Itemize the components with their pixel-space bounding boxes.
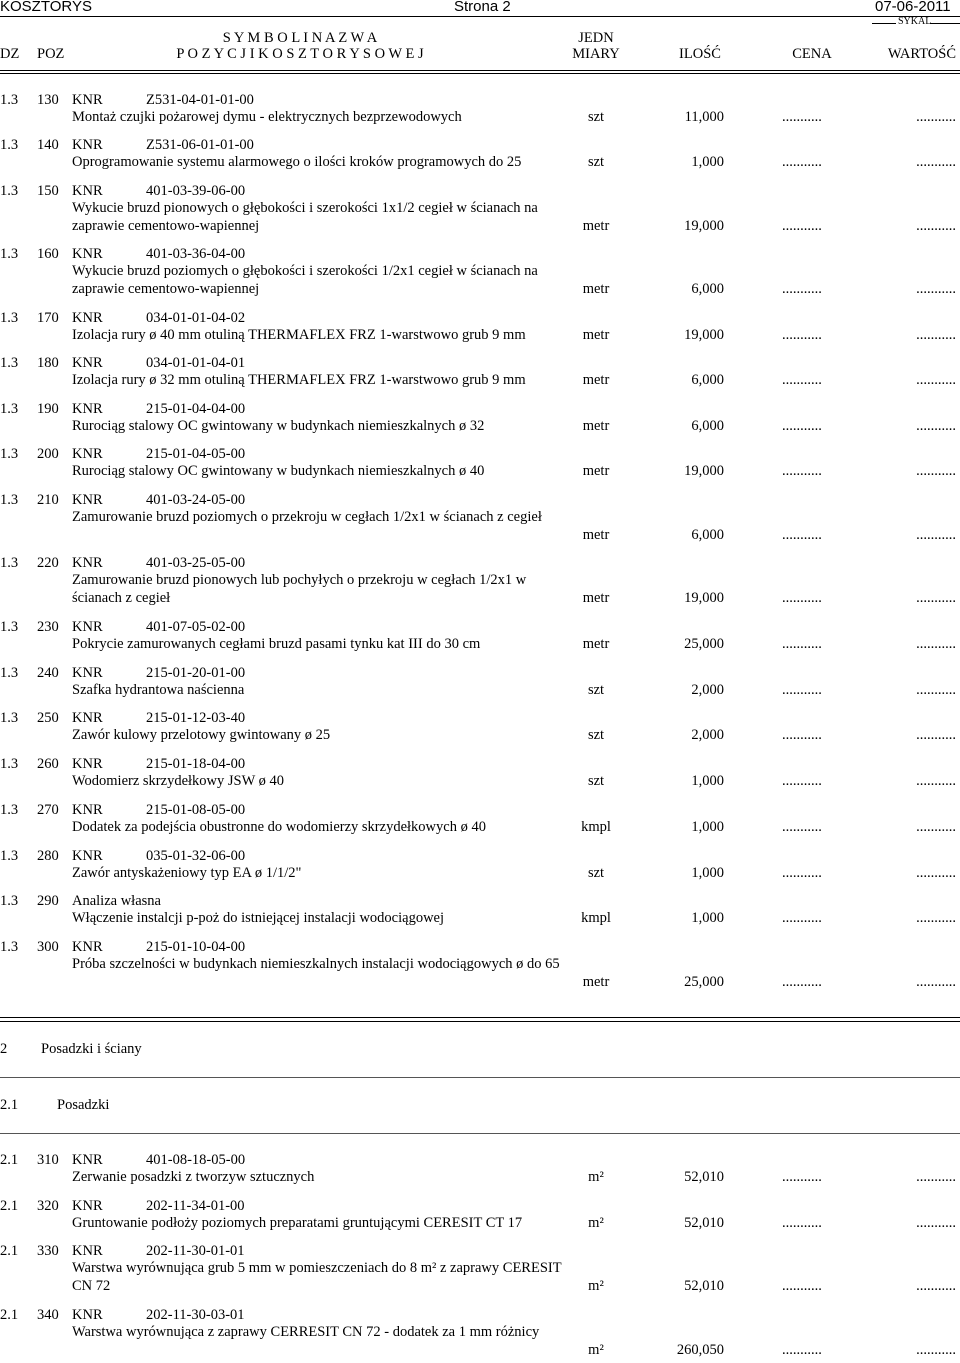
item-source: KNR [72, 246, 103, 262]
item-dz: 1.3 [0, 310, 19, 326]
item-code: 202-11-30-01-01 [146, 1243, 245, 1259]
item-unit: szt [587, 773, 605, 789]
item-unit: metr [582, 418, 610, 434]
item-poz: 220 [37, 555, 59, 571]
item-price: ........... [782, 463, 822, 479]
item-description: Warstwa wyrównująca z zaprawy CERRESIT CN 72 - dodatek za 1 mm różnicy [72, 1324, 540, 1340]
col-header-wartosc: WARTOŚĆ [887, 46, 956, 62]
item-dz: 1.3 [0, 401, 19, 417]
subsection-rule [0, 1133, 960, 1134]
item-dz: 2.1 [0, 1243, 19, 1259]
item-poz: 210 [37, 492, 59, 508]
item-description: Dodatek za podejścia obustronne do wodomierzy skrzydełkowych ø 40 [72, 819, 486, 835]
item-quantity: 6,000 [691, 526, 724, 543]
item-quantity: 19,000 [684, 217, 724, 234]
header-rule-1 [0, 70, 960, 71]
item-quantity: 6,000 [691, 280, 724, 297]
item-value: ........... [916, 589, 956, 606]
item-price: ........... [782, 1341, 822, 1358]
item-dz: 1.3 [0, 246, 19, 262]
item-description: Wodomierz skrzydełkowy JSW ø 40 [72, 773, 285, 789]
item-poz: 150 [37, 183, 59, 199]
item-unit: metr [582, 327, 610, 343]
item-poz: 180 [37, 355, 59, 371]
item-poz: 200 [37, 446, 59, 462]
item-unit: metr [582, 217, 610, 234]
item-price: ........... [782, 327, 822, 343]
item-quantity: 19,000 [684, 327, 724, 343]
item-unit: szt [587, 865, 605, 881]
col-header-miary: MIARY [572, 46, 620, 62]
col-header-nazwa: P O Z Y C J I K O S Z T O R Y S O W E J [176, 46, 424, 62]
item-description: Zamurowanie bruzd pionowych lub pochyłych o przekroju w cegłach 1/2x1 w ścianach z cegieł [72, 572, 527, 606]
item-dz: 2.1 [0, 1198, 19, 1214]
item-code: 215-01-12-03-40 [146, 710, 246, 726]
item-quantity: 11,000 [684, 109, 724, 125]
item-price: ........... [782, 109, 822, 125]
item-source: KNR [72, 665, 103, 681]
item-source: Analiza własna [72, 893, 161, 909]
item-unit: metr [582, 463, 610, 479]
item-source: KNR [72, 848, 103, 864]
item-description: Zawór kulowy przelotowy gwintowany ø 25 [72, 727, 331, 743]
item-code: 215-01-04-04-00 [146, 401, 246, 417]
item-poz: 190 [37, 401, 59, 417]
item-code: Z531-06-01-01-00 [146, 137, 254, 153]
item-source: KNR [72, 1198, 103, 1214]
item-price: ........... [782, 973, 822, 990]
item-dz: 1.3 [0, 893, 19, 909]
item-poz: 170 [37, 310, 59, 326]
item-source: KNR [72, 401, 103, 417]
sykal-line-left [872, 23, 896, 24]
item-source: KNR [72, 710, 103, 726]
item-price: ........... [782, 526, 822, 543]
item-dz: 1.3 [0, 665, 19, 681]
section-rule-3 [0, 1077, 960, 1078]
item-description: Wykucie bruzd pionowych o głębokości i szerokości 1x1/2 cegieł w ścianach na zaprawie cementowo-wapiennej [72, 200, 538, 234]
item-dz: 1.3 [0, 939, 19, 955]
item-quantity: 1,000 [691, 865, 724, 881]
item-quantity: 1,000 [691, 819, 724, 835]
item-value: ........... [916, 418, 956, 434]
col-header-dz: DZ [0, 46, 20, 62]
item-unit: kmpl [581, 910, 611, 926]
col-header-symbol: S Y M B O L I N A Z W A [222, 30, 378, 46]
item-quantity: 6,000 [691, 372, 724, 388]
item-unit: szt [587, 154, 605, 170]
item-price: ........... [782, 819, 822, 835]
item-poz: 130 [37, 92, 59, 108]
col-header-jedn: JEDN [578, 30, 614, 46]
item-unit: metr [582, 280, 610, 297]
item-value: ........... [916, 526, 956, 543]
item-unit: szt [587, 682, 605, 698]
item-price: ........... [782, 1169, 822, 1185]
page-number: Strona 2 [454, 0, 511, 15]
item-code: 215-01-18-04-00 [146, 756, 246, 772]
item-description: Wykucie bruzd poziomych o głębokości i szerokości 1/2x1 cegieł w ścianach na zaprawie cementowo-wapiennej [72, 263, 538, 297]
item-code: 215-01-08-05-00 [146, 802, 246, 818]
item-source: KNR [72, 802, 103, 818]
item-poz: 250 [37, 710, 59, 726]
item-value: ........... [916, 682, 956, 698]
section-title: Posadzki i ściany [41, 1041, 142, 1057]
item-description: Montaż czujki pożarowej dymu - elektrycznych bezprzewodowych [72, 109, 462, 125]
item-code: 034-01-01-04-02 [146, 310, 246, 326]
item-dz: 2.1 [0, 1152, 19, 1168]
item-code: 035-01-32-06-00 [146, 848, 246, 864]
item-poz: 240 [37, 665, 59, 681]
item-quantity: 1,000 [691, 773, 724, 789]
item-price: ........... [782, 418, 822, 434]
item-source: KNR [72, 355, 103, 371]
item-value: ........... [916, 973, 956, 990]
item-unit: metr [582, 973, 610, 990]
item-code: 401-07-05-02-00 [146, 619, 246, 635]
item-source: KNR [72, 1307, 103, 1323]
item-price: ........... [782, 217, 822, 234]
item-code: 034-01-01-04-01 [146, 355, 246, 371]
item-price: ........... [782, 727, 822, 743]
item-source: KNR [72, 939, 103, 955]
item-poz: 140 [37, 137, 59, 153]
item-price: ........... [782, 865, 822, 881]
item-description: Rurociąg stalowy OC gwintowany w budynkach niemieszkalnych ø 40 [72, 463, 485, 479]
col-header-poz: POZ [37, 46, 65, 62]
item-description: Pokrycie zamurowanych cegłami bruzd pasami tynku kat III do 30 cm [72, 636, 481, 652]
item-price: ........... [782, 154, 822, 170]
item-source: KNR [72, 756, 103, 772]
item-quantity: 260,050 [676, 1341, 724, 1358]
item-poz: 290 [37, 893, 59, 909]
item-code: 215-01-10-04-00 [146, 939, 246, 955]
item-quantity: 52,010 [684, 1215, 724, 1231]
item-unit: metr [582, 589, 610, 606]
item-value: ........... [916, 217, 956, 234]
item-poz: 260 [37, 756, 59, 772]
item-value: ........... [916, 1341, 956, 1358]
item-code: Z531-04-01-01-00 [146, 92, 254, 108]
item-code: 401-03-39-06-00 [146, 183, 246, 199]
item-code: 401-03-24-05-00 [146, 492, 246, 508]
sykal-mark: SYKAL [898, 16, 932, 27]
item-dz: 1.3 [0, 619, 19, 635]
item-description: Warstwa wyrównująca grub 5 mm w pomieszczeniach do 8 m² z zaprawy CERESIT CN 72 [72, 1260, 562, 1294]
item-quantity: 52,010 [684, 1169, 724, 1185]
item-value: ........... [916, 865, 956, 881]
item-price: ........... [782, 372, 822, 388]
item-poz: 330 [37, 1243, 59, 1259]
item-description: Zerwanie posadzki z tworzyw sztucznych [72, 1169, 315, 1185]
item-value: ........... [916, 109, 956, 125]
item-quantity: 52,010 [684, 1277, 724, 1294]
item-quantity: 19,000 [684, 463, 724, 479]
item-value: ........... [916, 819, 956, 835]
document-date: 07-06-2011 [875, 0, 951, 15]
item-price: ........... [782, 1277, 822, 1294]
item-value: ........... [916, 1169, 956, 1185]
item-description: Zawór antyskażeniowy typ EA ø 1/1/2" [72, 865, 302, 881]
sykal-line-right [930, 23, 960, 24]
item-quantity: 6,000 [691, 418, 724, 434]
item-poz: 300 [37, 939, 59, 955]
document-title: KOSZTORYS [0, 0, 92, 15]
item-price: ........... [782, 910, 822, 926]
item-dz: 1.3 [0, 710, 19, 726]
item-source: KNR [72, 1152, 103, 1168]
item-quantity: 25,000 [684, 973, 724, 990]
item-dz: 1.3 [0, 756, 19, 772]
col-header-cena: CENA [792, 46, 832, 62]
item-description: Rurociąg stalowy OC gwintowany w budynkach niemieszkalnych ø 32 [72, 418, 485, 434]
item-source: KNR [72, 92, 103, 108]
item-price: ........... [782, 1215, 822, 1231]
item-description: Włączenie instalcji p-poż do istniejącej instalacji wodociągowej [72, 910, 445, 926]
item-dz: 1.3 [0, 92, 19, 108]
item-poz: 270 [37, 802, 59, 818]
item-price: ........... [782, 682, 822, 698]
item-source: KNR [72, 446, 103, 462]
section-number: 2 [0, 1041, 8, 1057]
item-value: ........... [916, 154, 956, 170]
item-poz: 310 [37, 1152, 59, 1168]
item-poz: 320 [37, 1198, 59, 1214]
item-quantity: 2,000 [691, 682, 724, 698]
item-unit: szt [587, 727, 605, 743]
item-quantity: 1,000 [691, 154, 724, 170]
item-dz: 1.3 [0, 183, 19, 199]
item-source: KNR [72, 183, 103, 199]
item-value: ........... [916, 910, 956, 926]
col-header-ilosc: ILOŚĆ [679, 46, 721, 62]
item-description: Szafka hydrantowa naścienna [72, 682, 245, 698]
item-poz: 340 [37, 1307, 59, 1323]
item-value: ........... [916, 1277, 956, 1294]
item-dz: 1.3 [0, 446, 19, 462]
item-code: 215-01-04-05-00 [146, 446, 246, 462]
item-price: ........... [782, 589, 822, 606]
item-value: ........... [916, 773, 956, 789]
section-rule-2 [0, 1021, 960, 1022]
item-quantity: 2,000 [691, 727, 724, 743]
item-description: Izolacja rury ø 32 mm otuliną THERMAFLEX FRZ 1-warstwowo grub 9 mm [72, 372, 526, 388]
item-value: ........... [916, 372, 956, 388]
item-quantity: 19,000 [684, 589, 724, 606]
item-price: ........... [782, 280, 822, 297]
item-code: 202-11-30-03-01 [146, 1307, 245, 1323]
item-description: Oprogramowanie systemu alarmowego o ilości kroków programowych do 25 [72, 154, 522, 170]
item-code: 401-03-25-05-00 [146, 555, 246, 571]
item-dz: 2.1 [0, 1307, 19, 1323]
item-unit: metr [582, 526, 610, 543]
item-value: ........... [916, 1215, 956, 1231]
item-code: 202-11-34-01-00 [146, 1198, 245, 1214]
header-rule-2 [0, 73, 960, 74]
item-unit: m² [588, 1341, 604, 1358]
item-dz: 1.3 [0, 555, 19, 571]
item-source: KNR [72, 137, 103, 153]
item-source: KNR [72, 555, 103, 571]
item-unit: szt [587, 109, 605, 125]
subsection-number: 2.1 [0, 1097, 19, 1113]
item-quantity: 25,000 [684, 636, 724, 652]
item-unit: metr [582, 636, 610, 652]
item-price: ........... [782, 636, 822, 652]
item-quantity: 1,000 [691, 910, 724, 926]
item-value: ........... [916, 727, 956, 743]
item-code: 401-08-18-05-00 [146, 1152, 246, 1168]
item-value: ........... [916, 327, 956, 343]
item-unit: m² [588, 1215, 604, 1231]
header-rule-top [0, 16, 960, 17]
item-description: Próba szczelności w budynkach niemieszkalnych instalacji wodociągowych ø do 65 [72, 956, 560, 972]
item-dz: 1.3 [0, 137, 19, 153]
item-dz: 1.3 [0, 492, 19, 508]
item-code: 401-03-36-04-00 [146, 246, 246, 262]
item-description: Izolacja rury ø 40 mm otuliną THERMAFLEX FRZ 1-warstwowo grub 9 mm [72, 327, 526, 343]
section-rule-1 [0, 1017, 960, 1018]
item-poz: 280 [37, 848, 59, 864]
item-unit: metr [582, 372, 610, 388]
item-description: Zamurowanie bruzd poziomych o przekroju w cegłach 1/2x1 w ścianach z cegieł [72, 509, 542, 525]
item-value: ........... [916, 280, 956, 297]
item-unit: kmpl [581, 819, 611, 835]
item-source: KNR [72, 492, 103, 508]
item-source: KNR [72, 1243, 103, 1259]
item-unit: m² [588, 1169, 604, 1185]
item-source: KNR [72, 619, 103, 635]
item-unit: m² [588, 1277, 604, 1294]
item-value: ........... [916, 636, 956, 652]
item-poz: 160 [37, 246, 59, 262]
item-description: Gruntowanie podłoży poziomych preparatami gruntującymi CERESIT CT 17 [72, 1215, 523, 1231]
item-dz: 1.3 [0, 848, 19, 864]
item-poz: 230 [37, 619, 59, 635]
subsection-title: Posadzki [57, 1097, 110, 1113]
item-source: KNR [72, 310, 103, 326]
item-dz: 1.3 [0, 355, 19, 371]
item-code: 215-01-20-01-00 [146, 665, 246, 681]
item-dz: 1.3 [0, 802, 19, 818]
item-value: ........... [916, 463, 956, 479]
item-price: ........... [782, 773, 822, 789]
